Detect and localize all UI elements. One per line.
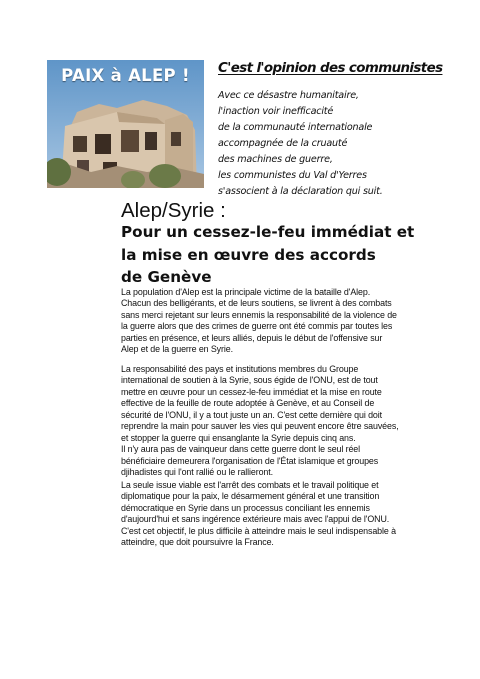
intro-line: accompagnée de la cruauté: [218, 138, 348, 149]
paragraph-line: diplomatique pour la paix, le désarmement général et une transition: [121, 491, 380, 502]
article-heading: Alep/Syrie :: [121, 199, 226, 222]
subtitle-line: la mise en œuvre des accords: [121, 245, 376, 264]
paragraph-line: Chacun des belligérants, et de leurs soutiens, se livrent à des combats: [121, 298, 392, 309]
subtitle-line: Pour un cessez-le-feu immédiat et: [121, 223, 415, 241]
paragraph-line: la guerre alors que des crimes de guerre ont été commis par toutes les: [121, 321, 393, 332]
paragraph-line: La seule issue viable est l'arrêt des combats et le travail politique et: [121, 480, 379, 490]
paragraph-line: Il n'y aura pas de vainqueur dans cette guerre dont le seul réel: [121, 444, 361, 455]
intro-line: les communistes du Val d'Yerres: [218, 170, 367, 181]
paragraph-line: Alep et de la guerre en Syrie.: [121, 344, 233, 355]
paragraph-line: d'aujourd'hui et sans ingérence extérieure mais avec l'appui de l'ONU.: [121, 514, 390, 525]
banner-title: PAIX à ALEP !: [61, 66, 190, 85]
intro-line: s'associent à la déclaration qui suit.: [218, 186, 383, 197]
paragraph-line: reprendre la main pour sauver les vies qui peuvent encore être sauvées,: [121, 421, 399, 432]
paragraph-2: [121, 364, 443, 479]
paragraph-line: démocratique en Syrie dans un processus conciliant les ennemis: [121, 502, 370, 513]
intro-line: Avec ce désastre humanitaire,: [218, 90, 359, 101]
article-subtitle: [121, 221, 441, 289]
intro-line: des machines de guerre,: [218, 154, 333, 165]
paragraph-1: [121, 287, 443, 356]
subtitle-line: de Genève: [121, 268, 212, 287]
paragraph-line: La population d'Alep est la principale victime de la bataille d'Alep.: [121, 287, 371, 297]
banner-image: [47, 60, 204, 188]
opinion-title: C'est l'opinion des communistes: [218, 61, 443, 76]
opinion-intro: [218, 88, 383, 200]
paragraph-3: [121, 480, 443, 549]
paragraph-line: djihadistes qui l'ont rallié ou le rallieront.: [121, 467, 273, 478]
paragraph-line: international de soutien à la Syrie, sous égide de l'ONU, est de tout: [121, 375, 378, 386]
paragraph-line: effective de la feuille de route adoptée à Genève, et au Conseil de: [121, 398, 375, 409]
paragraph-line: C'est cet objectif, le plus difficile à atteindre mais le seul indispensable à: [121, 525, 396, 536]
paragraph-line: et stopper la guerre qui ensanglante la Syrie depuis cinq ans.: [121, 432, 356, 443]
paragraph-line: bénéficiaire demeurera l'organisation de l'État islamique et groupes: [121, 455, 379, 466]
paragraph-line: parties en présence, et leurs alliés, depuis le début de l'offensive sur: [121, 332, 383, 343]
intro-line: l'inaction voir inefficacité: [218, 106, 334, 117]
intro-line: de la communauté internationale: [218, 122, 373, 133]
paragraph-line: mettre en œuvre pour un cessez-le-feu immédiat et la mise en route: [121, 386, 382, 397]
paragraph-line: La responsabilité des pays et institutions membres du Groupe: [121, 364, 359, 374]
paragraph-line: sécurité de l'ONU, il y a tout juste un an. C'est cette dernière qui doit: [121, 409, 382, 420]
paragraph-line: atteindre, que doit poursuivre la France.: [121, 537, 274, 548]
paragraph-line: sans merci rejetant sur leurs ennemis la responsabilité de la violence de: [121, 309, 397, 320]
